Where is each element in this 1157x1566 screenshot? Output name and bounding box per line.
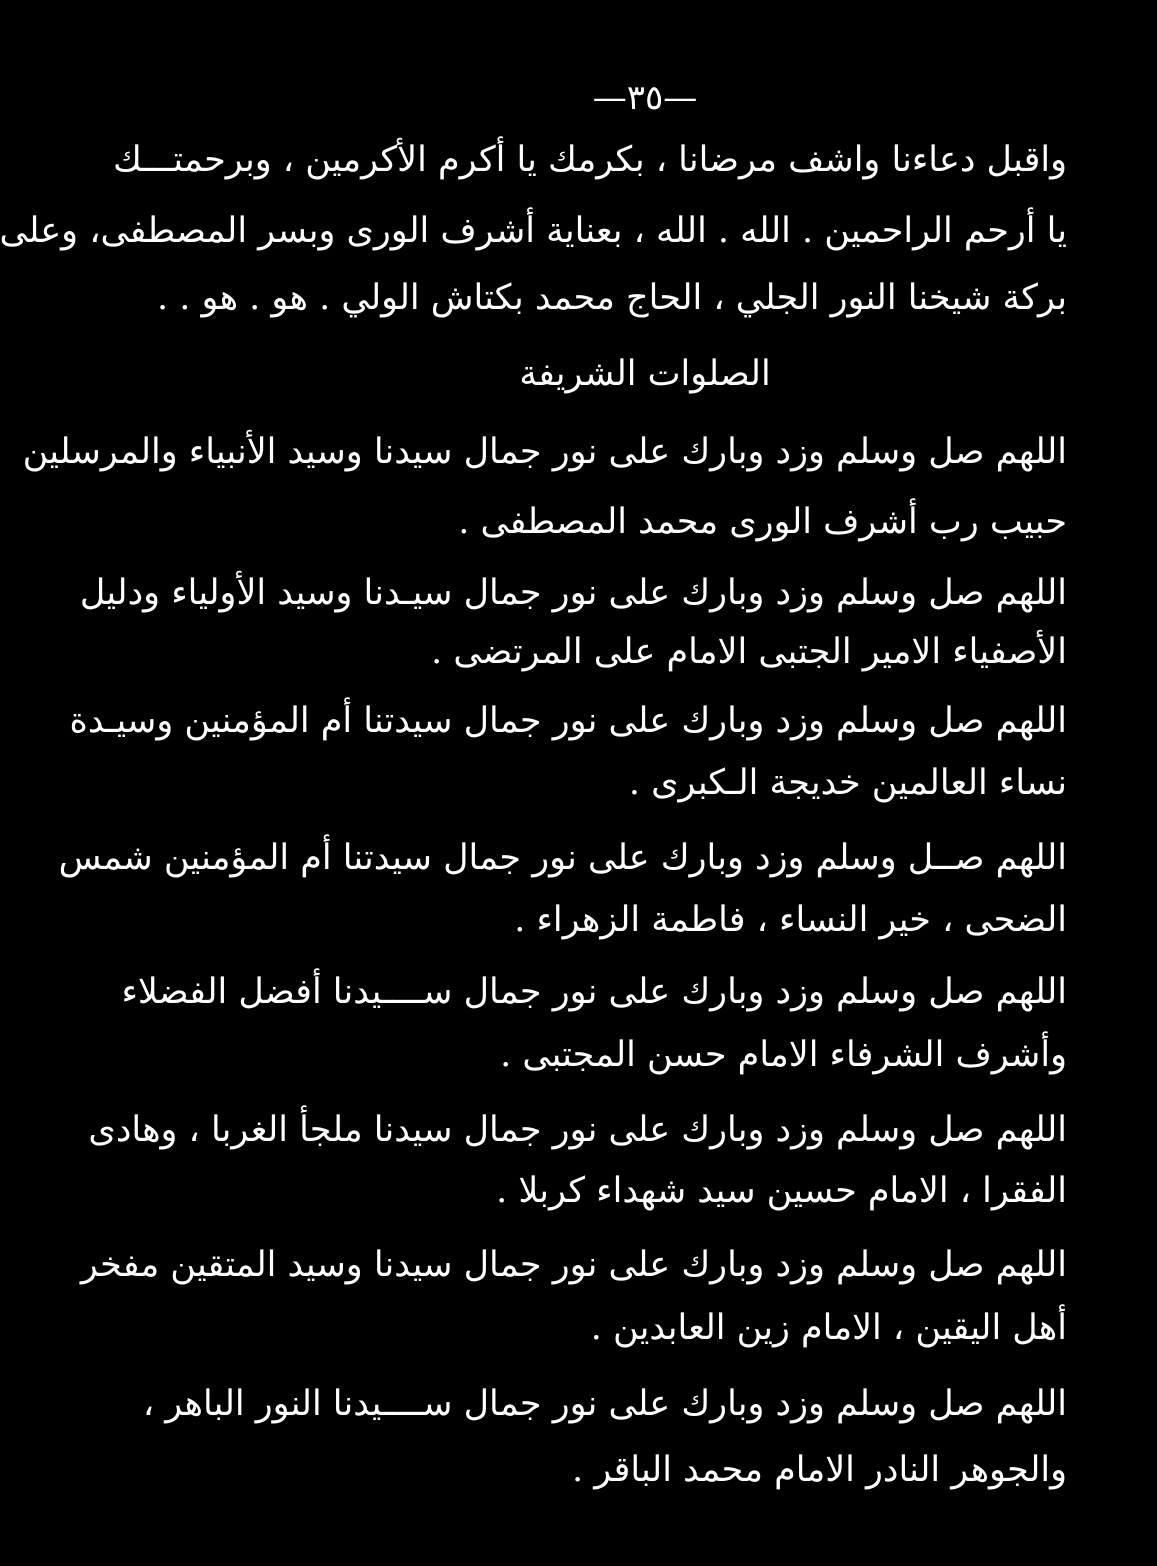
intro-line-2: يا أرحم الراحمين . الله . الله ، بعناية أشرف الورى وبسر المصطفى، وعلى — [0, 211, 1067, 251]
prayer-1-line-2: حبيب رب أشرف الورى محمد المصطفى . — [458, 502, 1067, 542]
prayer-5-line-2: وأشرف الشرفاء الامام حسن المجتبى . — [500, 1035, 1067, 1075]
prayer-6-line-1: اللهم صل وسلم وزد وبارك على نور جمال سيدنا ملجأ الغربا ، وهادى — [88, 1110, 1067, 1150]
page-number: —٣٥— — [592, 78, 698, 118]
section-heading: الصلوات الشريفة — [519, 354, 771, 394]
prayer-7-line-1: اللهم صل وسلم وزد وبارك على نور جمال سيدنا وسيد المتقين مفخر — [80, 1245, 1067, 1285]
prayer-7-line-2: أهل اليقين ، الامام زين العابدين . — [590, 1308, 1067, 1348]
intro-line-3: بركة شيخنا النور الجلي ، الحاج محمد بكتاش الولي . هو . هو . . — [157, 278, 1067, 318]
prayer-2-line-2: الأصفياء الامير الجتبى الامام على المرتضى . — [431, 632, 1067, 672]
prayer-6-line-2: الفقرا ، الامام حسين سيد شهداء كربلا . — [496, 1171, 1067, 1211]
prayer-8-line-1: اللهم صل وسلم وزد وبارك على نور جمال ســــيدنا النور الباهر ، — [142, 1384, 1067, 1424]
prayer-8-line-2: والجوهر النادر الامام محمد الباقر . — [572, 1450, 1067, 1490]
prayer-1-line-1: اللهم صل وسلم وزد وبارك على نور جمال سيدنا وسيد الأنبياء والمرسلين — [22, 432, 1067, 472]
prayer-3-line-1: اللهم صل وسلم وزد وبارك على نور جمال سيدتنا أم المؤمنين وسيـدة — [69, 701, 1067, 741]
prayer-4-line-1: اللهم صــل وسلم وزد وبارك على نور جمال سيدتنا أم المؤمنين شمس — [58, 838, 1067, 878]
prayer-4-line-2: الضحى ، خير النساء ، فاطمة الزهراء . — [514, 900, 1067, 940]
intro-line-1: واقبل دعاءنا واشف مرضانا ، بكرمك يا أكرم الأكرمين ، وبرحمتـــك — [113, 140, 1067, 180]
prayer-2-line-1: اللهم صل وسلم وزد وبارك على نور جمال سيـدنا وسيد الأولياء ودليل — [79, 573, 1067, 613]
prayer-3-line-2: نساء العالمين خديجة الـكبرى . — [628, 763, 1067, 803]
prayer-5-line-1: اللهم صل وسلم وزد وبارك على نور جمال ســــيدنا أفضل الفضلاء — [121, 972, 1067, 1012]
